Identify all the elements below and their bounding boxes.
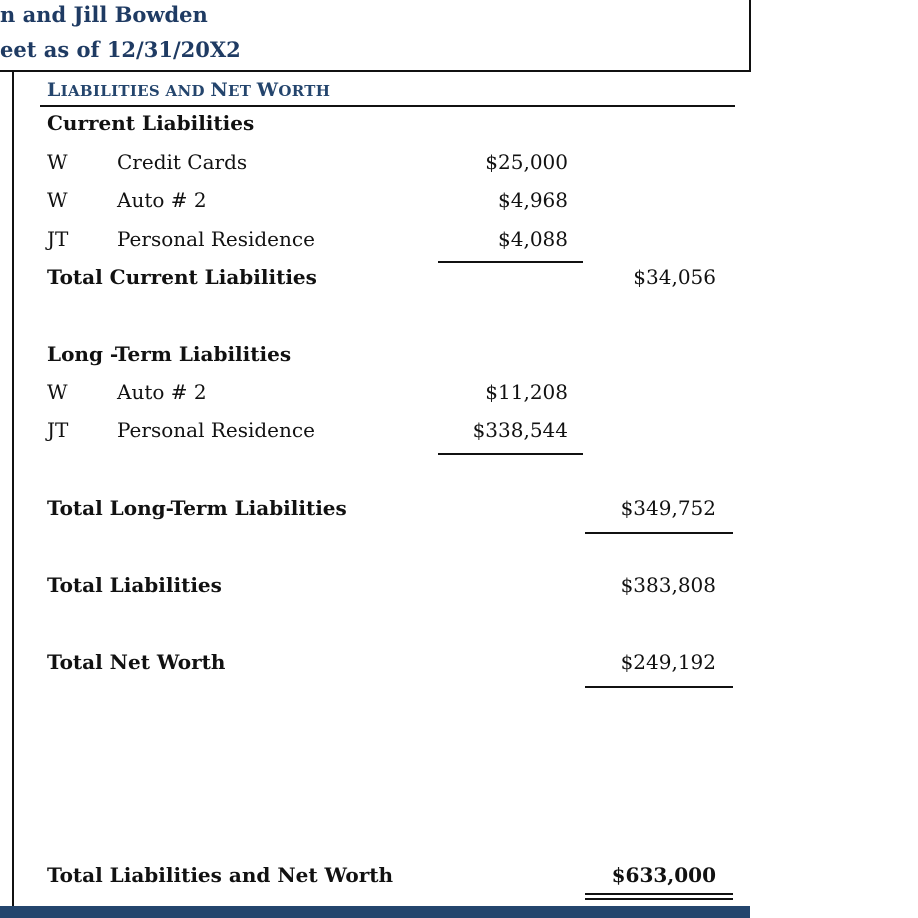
section-underline	[40, 105, 735, 107]
total-current-label: Total Current Liabilities	[47, 265, 317, 289]
section-title-part: IABILITIES AND	[60, 82, 211, 100]
row-label: Credit Cards	[117, 150, 248, 174]
row-label: Auto # 2	[117, 188, 207, 212]
frame-bottom-bar	[0, 906, 750, 918]
total-long-term-value: $349,752	[620, 496, 716, 520]
subtotal-rule	[438, 453, 583, 455]
total-current-value: $34,056	[633, 265, 716, 289]
row-label: Auto # 2	[117, 380, 207, 404]
section-title-part: N	[210, 79, 229, 101]
row-amount: $4,968	[498, 188, 568, 212]
section-title-part: L	[47, 79, 61, 101]
row-amount: $11,208	[485, 380, 568, 404]
frame-left-border	[12, 72, 14, 908]
grand-total-value: $633,000	[611, 863, 716, 887]
row-owner: W	[47, 150, 68, 174]
subtotal-rule	[438, 261, 583, 263]
row-amount: $4,088	[498, 227, 568, 251]
long-term-liabilities-heading: Long -Term Liabilities	[47, 342, 292, 366]
grand-total-label: Total Liabilities and Net Worth	[47, 863, 394, 887]
row-amount: $25,000	[485, 150, 568, 174]
total-liabilities-value: $383,808	[620, 573, 716, 597]
statement-date-heading: eet as of 12/31/20X2	[0, 37, 241, 62]
client-name-heading: n and Jill Bowden	[0, 2, 208, 27]
total-net-worth-label: Total Net Worth	[47, 650, 226, 674]
total-liabilities-label: Total Liabilities	[47, 573, 222, 597]
grand-total-double-rule-top	[585, 893, 733, 895]
total-long-term-label: Total Long-Term Liabilities	[47, 496, 347, 520]
row-label: Personal Residence	[117, 227, 315, 251]
section-title-part: W	[256, 79, 279, 101]
section-title-part: ORTH	[278, 82, 331, 100]
current-liabilities-heading: Current Liabilities	[47, 111, 255, 135]
row-owner: W	[47, 188, 68, 212]
frame-top-border	[0, 70, 751, 72]
grand-total-double-rule-bottom	[585, 898, 733, 900]
row-owner: JT	[47, 418, 69, 442]
row-owner: JT	[47, 227, 69, 251]
frame-right-border	[749, 0, 751, 72]
section-title	[47, 79, 330, 101]
section-title-part: ET	[228, 82, 257, 100]
net-worth-rule	[585, 686, 733, 688]
row-amount: $338,544	[472, 418, 568, 442]
total-net-worth-value: $249,192	[620, 650, 716, 674]
total-rule	[585, 532, 733, 534]
row-label: Personal Residence	[117, 418, 315, 442]
row-owner: W	[47, 380, 68, 404]
